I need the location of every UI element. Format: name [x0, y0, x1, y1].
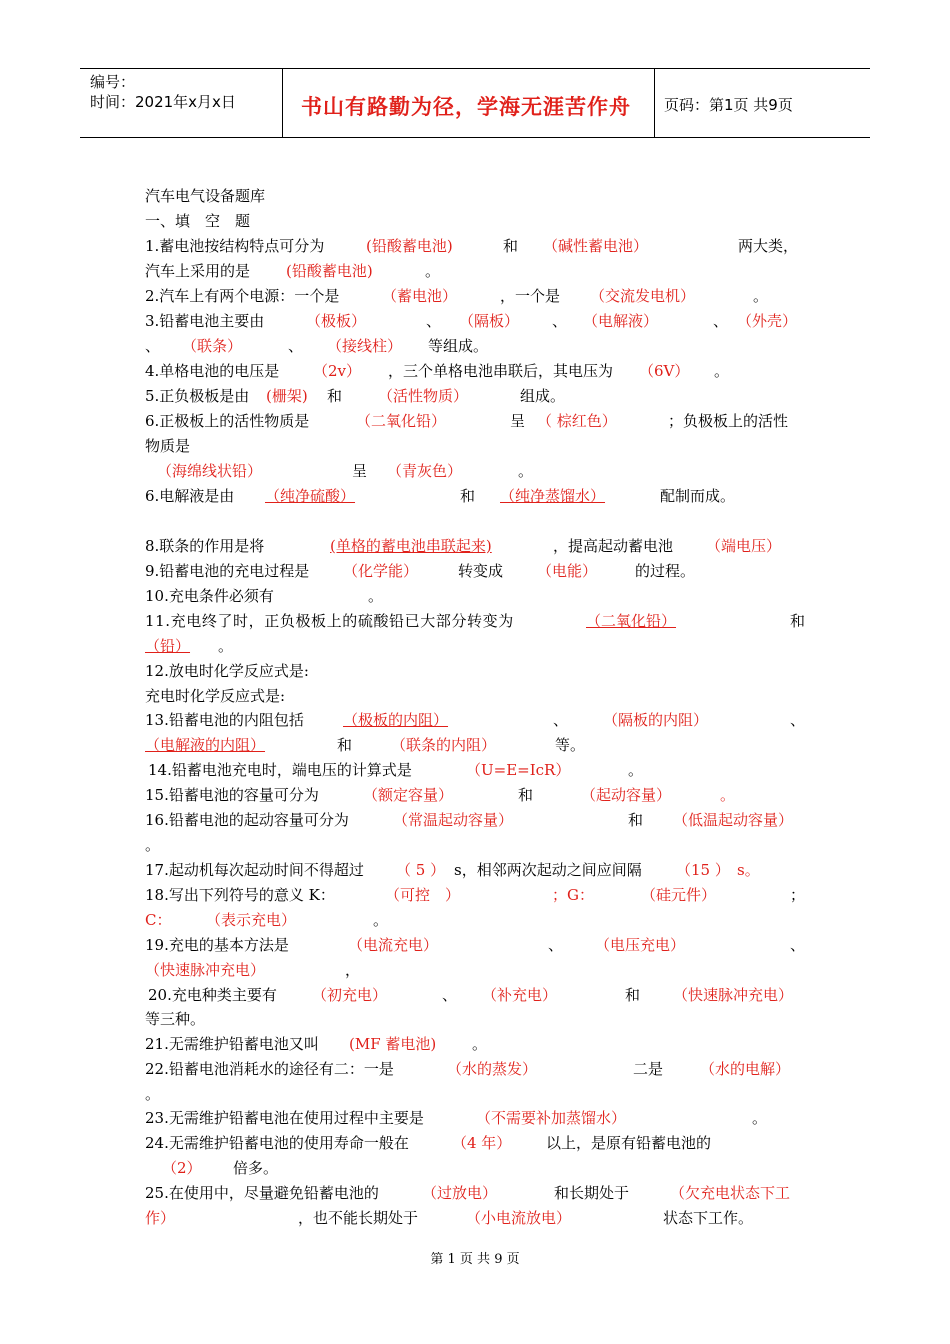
q18-text: ；G：: [552, 886, 594, 904]
q13-text: 和: [337, 736, 353, 754]
q12-text: 充电时化学反应式是:: [145, 687, 286, 705]
q15-answer: （额定容量）: [363, 786, 454, 804]
q6-text: 6.正极板上的活性物质是: [145, 412, 310, 430]
q24-text: 24.无需维护铅蓄电池的使用寿命一般在: [145, 1134, 409, 1152]
q14-text: 14.铅蓄电池充电时，端电压的计算式是: [148, 761, 412, 779]
q5-answer: (栅架): [266, 387, 308, 405]
q25-text: 25.在使用中，尽量避免铅蓄电池的: [145, 1184, 379, 1202]
q14-answer: （U=E=IcR）: [466, 761, 571, 779]
q13-answer: （隔板的内阻）: [603, 711, 709, 729]
q12-text: 12.放电时化学反应式是:: [145, 662, 309, 680]
q13-text: 、: [553, 711, 569, 729]
q6b-text: 6.电解液是由: [145, 487, 235, 505]
q25-answer: （小电流放电）: [466, 1209, 572, 1227]
q5-answer: （活性物质）: [378, 387, 469, 405]
q6b-text: 和: [460, 487, 476, 505]
q3-text: 、: [426, 312, 442, 330]
section-title: 一、填 空 题: [145, 212, 251, 230]
q13-answer: （联条的内阻）: [391, 736, 497, 754]
q20-answer: （补充电）: [482, 986, 558, 1004]
q11-text: 和: [790, 612, 806, 630]
q18-text: ；: [790, 886, 806, 904]
header-motto: 书山有路勤为径，学海无涯苦作舟: [301, 95, 631, 119]
q3-text: 、: [288, 337, 304, 355]
page-label: 页码：第1页 共9页: [664, 96, 793, 114]
q8-answer: （端电压）: [706, 537, 782, 555]
q11-answer: （二氧化铅）: [586, 612, 677, 630]
q6-text: 。: [518, 462, 534, 480]
q9-text: 转变成: [458, 562, 504, 580]
q21-answer: (MF 蓄电池): [349, 1035, 437, 1053]
q16-answer: （常温起动容量）: [393, 811, 514, 829]
header-motto-cell: [283, 69, 655, 137]
q22-text: 二是: [633, 1060, 664, 1078]
q25-answer: （过放电）: [422, 1184, 498, 1202]
q25-answer: （欠充电状态下工: [670, 1184, 791, 1202]
q5-text: 组成。: [520, 387, 566, 405]
q19-text: 、: [548, 936, 564, 954]
q3-answer: （极板）: [306, 312, 367, 330]
q6b-text: 配制而成。: [660, 487, 736, 505]
q24-text: 以上，是原有铅蓄电池的: [546, 1134, 712, 1152]
q3-text: 等组成。: [428, 337, 489, 355]
q22-answer: （水的蒸发）: [447, 1060, 538, 1078]
q4-answer: （2v）: [313, 362, 362, 380]
q10-text: 。: [368, 587, 384, 605]
q18-answer: （硅元件）: [641, 886, 717, 904]
q11-answer: （铅）: [145, 637, 191, 655]
q18-text: 18.写出下列符号的意义 K：: [145, 886, 335, 904]
q6b-answer: （纯净硫酸）: [265, 487, 356, 505]
q3-text: 、: [145, 337, 161, 355]
q4-text: 4.单格电池的电压是: [145, 362, 280, 380]
q23-text: 。: [752, 1109, 768, 1127]
q20-text: 等三种。: [145, 1010, 206, 1028]
q6-text: 呈: [510, 412, 526, 430]
q15-answer: （起动容量）: [581, 786, 672, 804]
q21-text: 21.无需维护铅蓄电池又叫: [145, 1035, 319, 1053]
q20-answer: （初充电）: [312, 986, 388, 1004]
q1-text: 和: [503, 237, 519, 255]
q2-answer: （蓄电池）: [382, 287, 458, 305]
q20-text: 20.充电种类主要有: [148, 986, 277, 1004]
q1-text: 。: [425, 262, 441, 280]
q9-answer: （化学能）: [343, 562, 419, 580]
q15-text: 。: [720, 786, 736, 804]
q22-answer: （水的电解）: [700, 1060, 791, 1078]
q16-answer: （低温起动容量）: [673, 811, 794, 829]
q9-answer: （电能）: [537, 562, 598, 580]
page-footer: 第 1 页 共 9 页: [430, 1252, 520, 1267]
q2-text: 2.汽车上有两个电源：一个是: [145, 287, 340, 305]
q3-answer: （外壳）: [737, 312, 798, 330]
q15-text: 和: [518, 786, 534, 804]
q17-text: 17.起动机每次起动时间不得超过: [145, 861, 364, 879]
q19-text: ，: [345, 961, 361, 979]
q21-text: 。: [472, 1035, 488, 1053]
q24-answer: （2）: [162, 1159, 202, 1177]
q13-text: 、: [790, 711, 806, 729]
q3-text: 、: [713, 312, 729, 330]
q9-text: 的过程。: [635, 562, 696, 580]
q18-text: 。: [373, 911, 389, 929]
q9-text: 9.铅蓄电池的充电过程是: [145, 562, 310, 580]
q19-answer: （电流充电）: [348, 936, 439, 954]
q1-text: 1.蓄电池按结构特点可分为: [145, 237, 325, 255]
q13-text: 等。: [555, 736, 586, 754]
q20-text: 和: [625, 986, 641, 1004]
q18-answer: （表示充电）: [206, 911, 297, 929]
q19-text: 19.充电的基本方法是: [145, 936, 289, 954]
q1-text: 汽车上采用的是: [145, 262, 251, 280]
q16-text: 16.铅蓄电池的起动容量可分为: [145, 811, 349, 829]
doc-title: 汽车电气设备题库: [145, 187, 266, 205]
number-label: 编号：: [90, 73, 136, 91]
q6-answer: （青灰色）: [387, 462, 463, 480]
q16-text: 。: [145, 836, 161, 854]
q2-answer: （交流发电机）: [590, 287, 696, 305]
q13-answer: （电解液的内阻）: [145, 736, 266, 754]
time-label: 时间：2021年x月x日: [90, 93, 236, 111]
q6b-answer: （纯净蒸馏水）: [500, 487, 606, 505]
q18-answer: （可控 ）: [385, 886, 461, 904]
q16-text: 和: [628, 811, 644, 829]
q3-text: 、: [552, 312, 568, 330]
q14-text: 。: [628, 761, 644, 779]
q3-answer: （电解液）: [583, 312, 659, 330]
q4-text: 。: [714, 362, 730, 380]
q1-answer: (铅酸蓄电池): [366, 237, 453, 255]
q4-text: ，三个单格电池串联后，其电压为: [388, 362, 614, 380]
q5-text: 5.正负极板是由: [145, 387, 250, 405]
q13-answer: （极板的内阻）: [343, 711, 449, 729]
q3-answer: （隔板）: [459, 312, 520, 330]
q6-answer: （二氧化铅）: [356, 412, 447, 430]
q19-text: 、: [790, 936, 806, 954]
q18-text: C：: [145, 911, 172, 929]
q24-text: 倍多。: [233, 1159, 279, 1177]
q20-text: 、: [442, 986, 458, 1004]
q3-text: 3.铅蓄电池主要由: [145, 312, 265, 330]
q23-answer: （不需要补加蒸馏水）: [476, 1109, 627, 1127]
header-meta: [80, 69, 283, 137]
q25-answer: 作）: [145, 1209, 176, 1227]
q1-text: 两大类，: [738, 237, 799, 255]
q17-answer: （ 5 ）: [396, 861, 446, 879]
q13-text: 13.铅蓄电池的内阻包括: [145, 711, 304, 729]
q25-text: 状态下工作。: [663, 1209, 754, 1227]
q6-text: 呈: [352, 462, 368, 480]
q2-text: ，一个是: [500, 287, 561, 305]
q8-answer: (单格的蓄电池串联起来): [330, 537, 492, 555]
q1-answer: (铅酸蓄电池): [286, 262, 373, 280]
q11-text: 。: [218, 637, 234, 655]
q5-text: 和: [327, 387, 343, 405]
q19-answer: （电压充电）: [595, 936, 686, 954]
q11-text: 11.充电终了时，正负极板上的硫酸铅已大部分转变为: [145, 612, 514, 630]
q22-text: 。: [145, 1085, 161, 1103]
q24-answer: （4 年）: [452, 1134, 512, 1152]
q6-text: 物质是: [145, 437, 191, 455]
q22-text: 22.铅蓄电池消耗水的途径有二：一是: [145, 1060, 394, 1078]
q17-text: s。: [737, 861, 760, 879]
q3-answer: （接线柱）: [327, 337, 403, 355]
q20-answer: （快速脉冲充电）: [673, 986, 794, 1004]
q23-text: 23.无需维护铅蓄电池在使用过程中主要是: [145, 1109, 424, 1127]
q1-answer: （碱性蓄电池）: [543, 237, 649, 255]
q6-answer: （海绵线状铅）: [157, 462, 263, 480]
q4-answer: （6V）: [639, 362, 690, 380]
q6-text: ；负极板上的活性: [668, 412, 789, 430]
q25-text: 和长期处于: [554, 1184, 630, 1202]
q2-text: 。: [753, 287, 769, 305]
q3-answer: （联条）: [182, 337, 243, 355]
page-header: [80, 68, 870, 138]
q10-text: 10.充电条件必须有: [145, 587, 274, 605]
q25-text: ，也不能长期处于: [298, 1209, 419, 1227]
q19-answer: （快速脉冲充电）: [145, 961, 266, 979]
q6-answer: （ 棕红色）: [537, 412, 617, 430]
q17-answer: （15 ）: [676, 861, 730, 879]
q17-text: s，相邻两次起动之间应间隔: [454, 861, 642, 879]
q15-text: 15.铅蓄电池的容量可分为: [145, 786, 319, 804]
q8-text: ，提高起动蓄电池: [553, 537, 674, 555]
q8-text: 8.联条的作用是将: [145, 537, 265, 555]
